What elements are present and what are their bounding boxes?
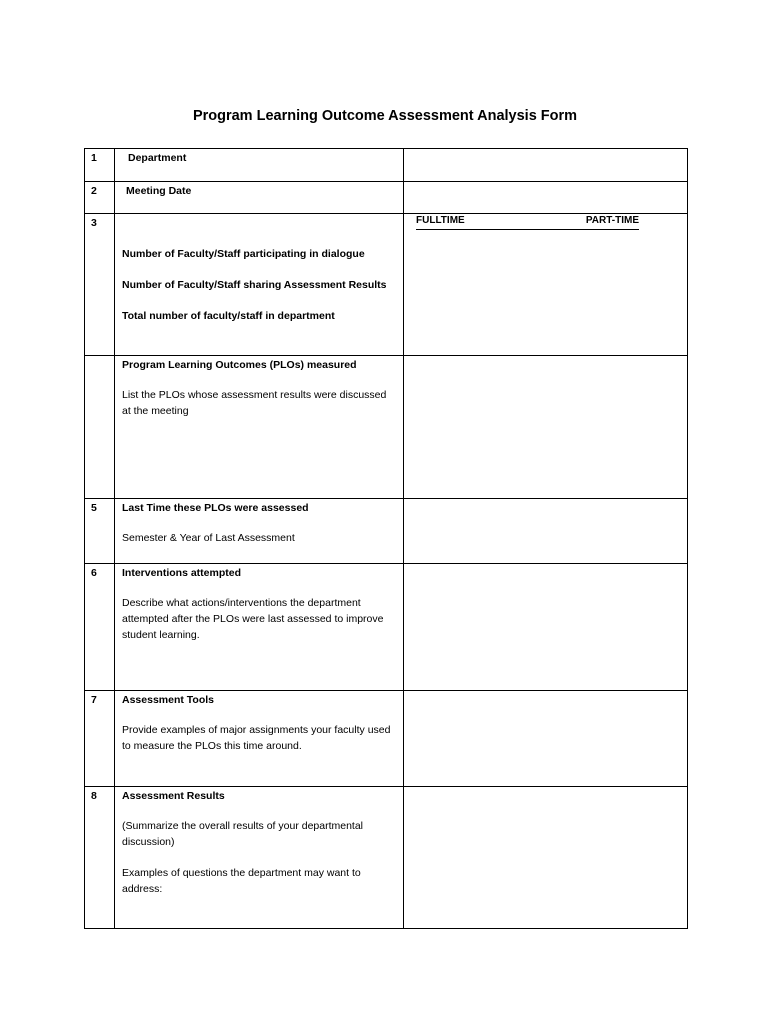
assessment-tools-label: Assessment Tools [122, 694, 215, 706]
row-department [85, 149, 688, 182]
row-number: 2 [91, 185, 97, 197]
row-interventions [85, 564, 688, 691]
row-assessment-tools [85, 691, 688, 787]
row-number: 6 [91, 567, 97, 579]
form-title: Program Learning Outcome Assessment Analysis Form [192, 108, 578, 124]
assessment-results-summary: (Summarize the overall results of your departmental discussion) [122, 820, 364, 848]
total-count-label: Total number of faculty/staff in department [122, 310, 335, 322]
plos-measured-description: List the PLOs whose assessment results were discussed at the meeting [122, 389, 387, 417]
row-assessment-results [85, 787, 688, 929]
sharing-count-label: Number of Faculty/Staff sharing Assessment Results [122, 279, 387, 291]
assessment-results-questions: Examples of questions the department may want to address: [122, 867, 361, 895]
department-label: Department [128, 152, 187, 164]
row-plos-measured [85, 356, 688, 499]
assessment-tools-answer-field[interactable] [404, 691, 688, 787]
row-faculty-counts [85, 214, 688, 356]
participating-count-label: Number of Faculty/Staff participating in dialogue [122, 248, 365, 260]
assessment-results-label: Assessment Results [122, 790, 225, 802]
interventions-answer-field[interactable] [404, 564, 688, 691]
fulltime-label: FULLTIME [416, 215, 465, 226]
interventions-description: Describe what actions/interventions the department attempted after the PLOs were last assessed to improve student learning. [122, 597, 384, 641]
faculty-count-labels [115, 228, 403, 324]
faculty-counts-answer-field[interactable] [404, 214, 688, 356]
row-meeting-date [85, 182, 688, 214]
fulltime-parttime-header [416, 215, 639, 230]
row-number: 7 [91, 694, 97, 706]
department-answer-field[interactable] [404, 149, 688, 182]
meeting-date-label: Meeting Date [126, 185, 192, 197]
row-number: 3 [91, 217, 97, 229]
row-number: 5 [91, 502, 97, 514]
last-assessed-description: Semester & Year of Last Assessment [122, 532, 295, 544]
row-number: 1 [91, 152, 97, 164]
row-last-assessed [85, 499, 688, 564]
row-number: 8 [91, 790, 97, 802]
plos-measured-answer-field[interactable] [404, 356, 688, 499]
assessment-results-answer-field[interactable] [404, 787, 688, 929]
meeting-date-answer-field[interactable] [404, 182, 688, 214]
row-number [85, 356, 114, 359]
last-assessed-label: Last Time these PLOs were assessed [122, 502, 309, 514]
assessment-form-table [84, 148, 688, 929]
plos-measured-label: Program Learning Outcomes (PLOs) measured [122, 359, 357, 371]
last-assessed-answer-field[interactable] [404, 499, 688, 564]
parttime-label: PART-TIME [585, 215, 639, 226]
assessment-tools-description: Provide examples of major assignments your faculty used to measure the PLOs this time around. [122, 724, 391, 752]
interventions-label: Interventions attempted [122, 567, 242, 579]
